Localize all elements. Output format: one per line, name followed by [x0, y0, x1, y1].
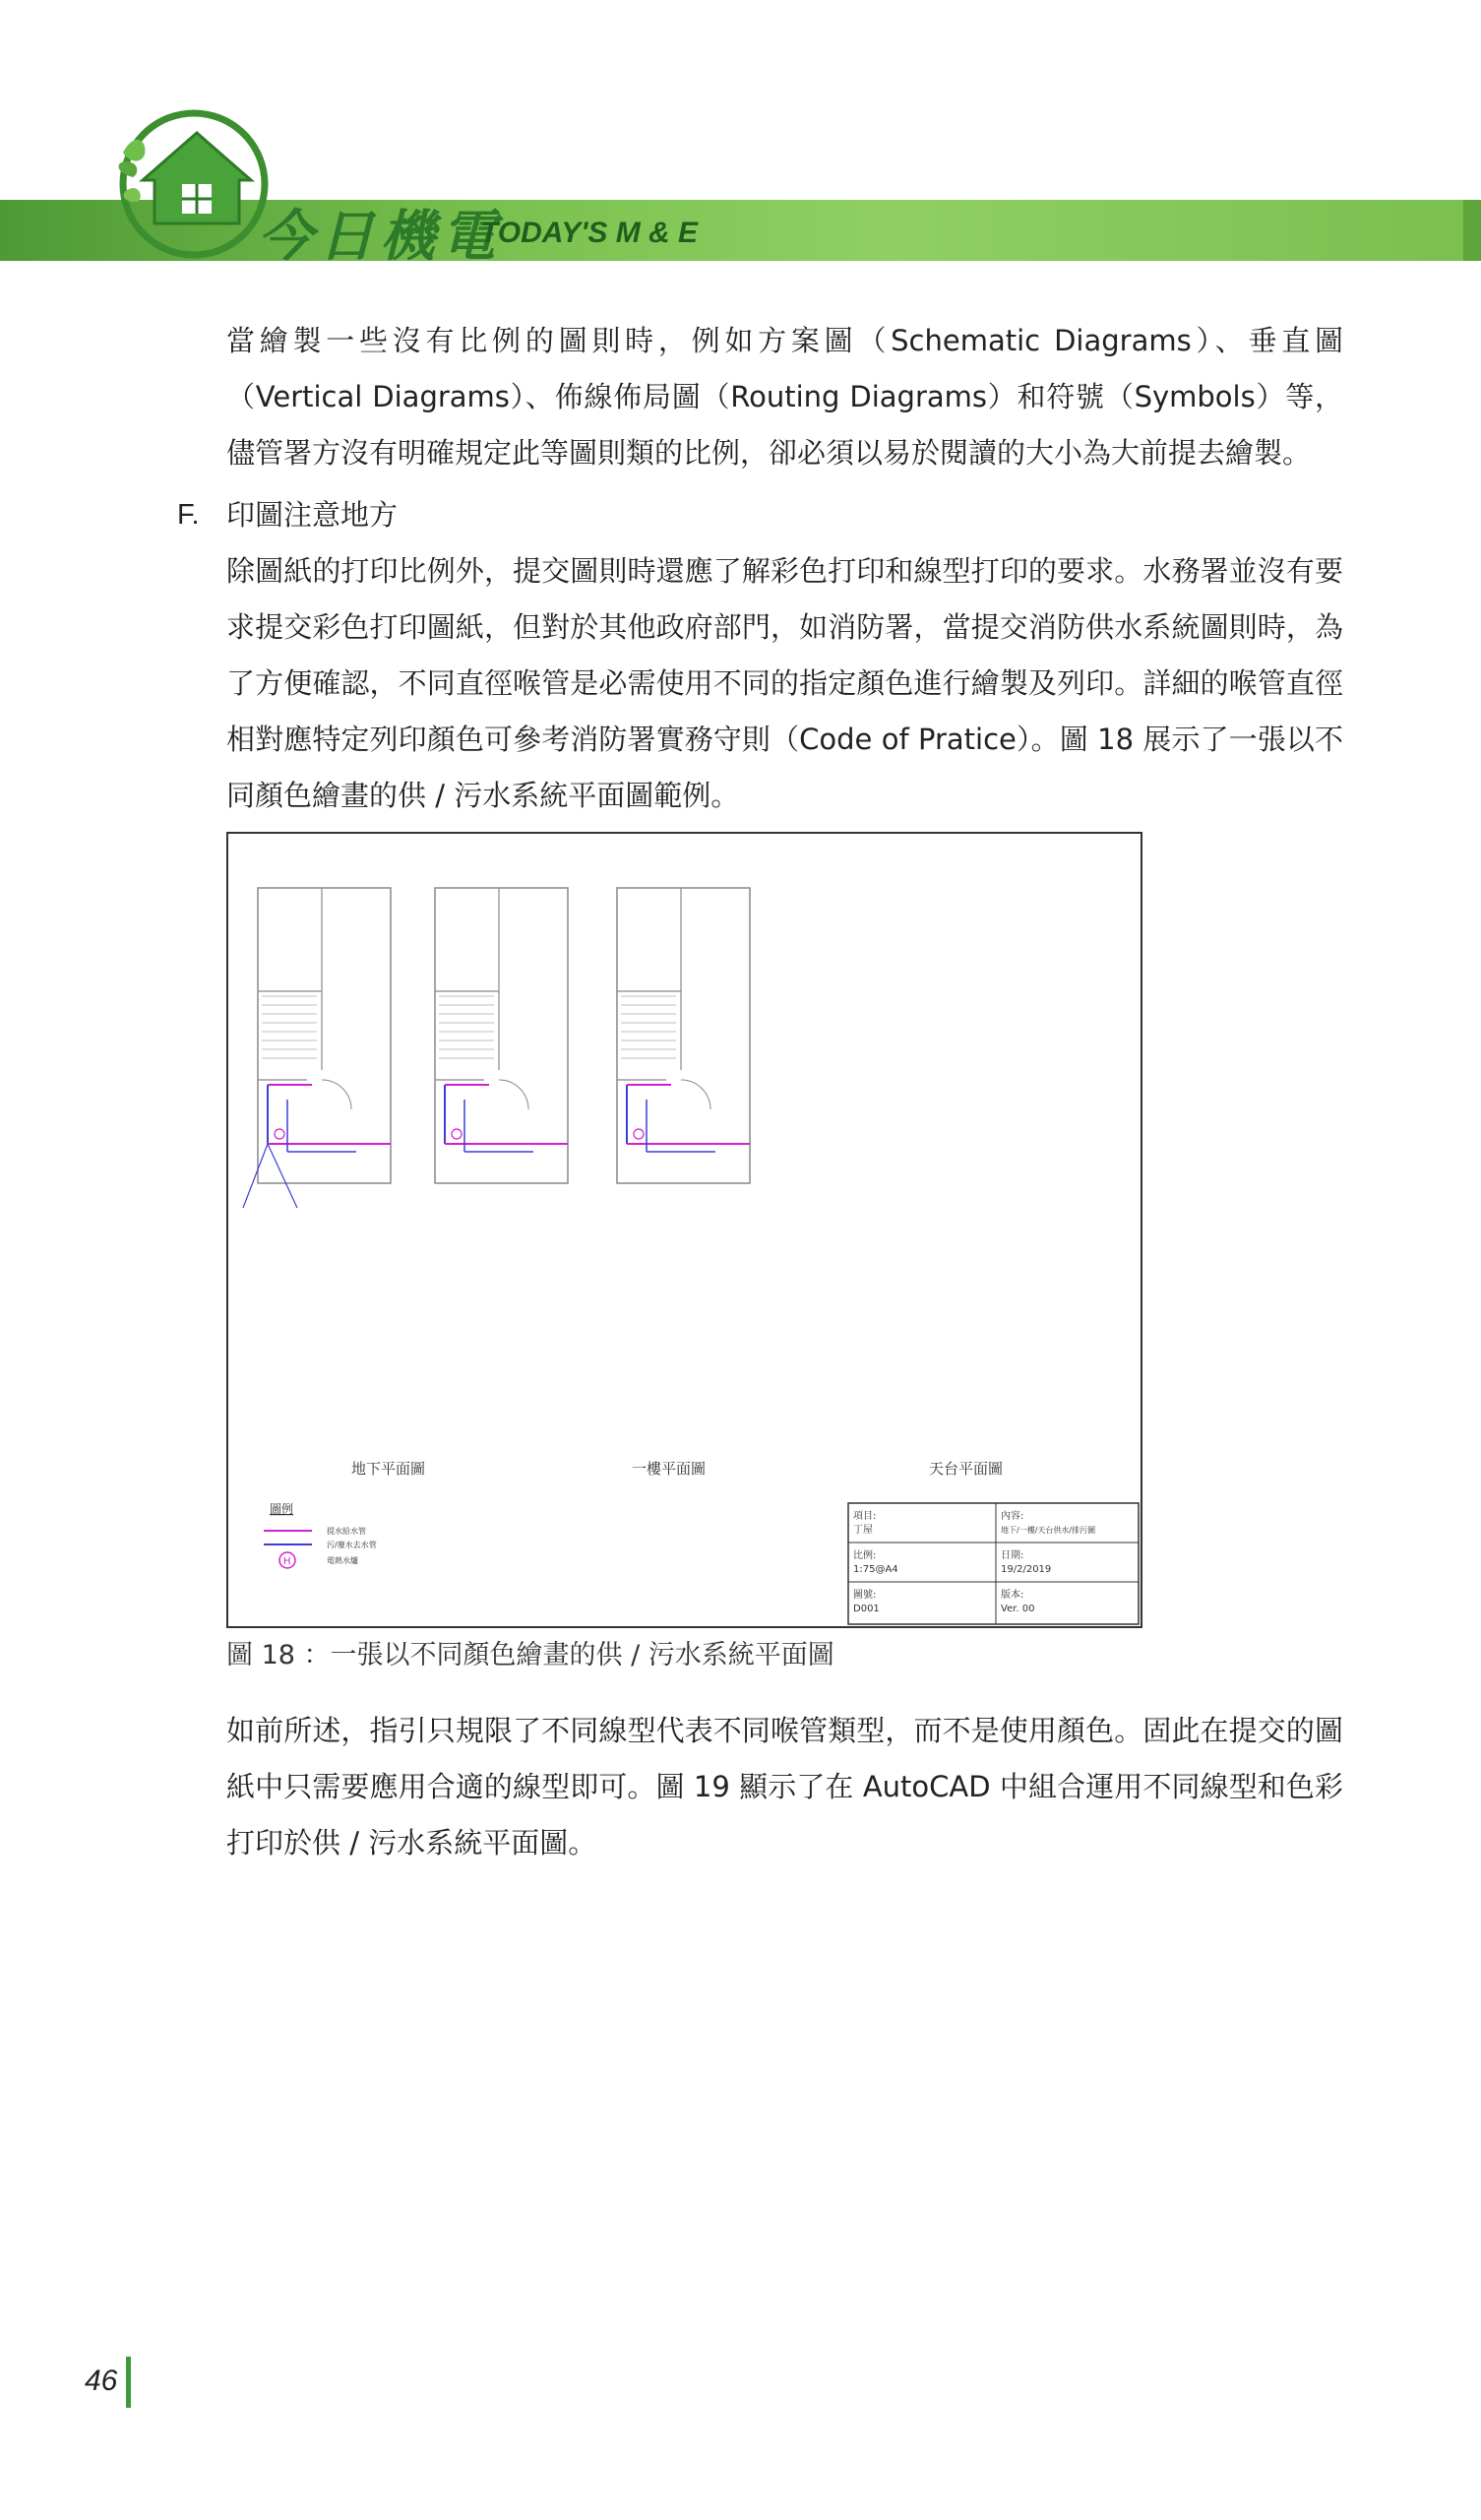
legend-item-drain: 污/廢水去水管	[327, 1541, 377, 1549]
ext-drain-line-1	[243, 1144, 268, 1208]
section-title: 印圖注意地方	[226, 498, 399, 532]
heater-mark	[634, 1129, 644, 1139]
tb-date-label: 日期:	[1001, 1550, 1024, 1561]
tb-content-value: 地下/一樓/天台供水/排污圖	[1001, 1526, 1096, 1535]
tb-version-value: Ver. 00	[1001, 1604, 1035, 1614]
paragraph-print-requirements: 除圖紙的打印比例外，提交圖則時還應了解彩色打印和線型打印的要求。水務署並沒有要求提交彩色打印圖紙，但對於其他政府部門，如消防署，當提交消防供水系統圖則時，為了方便確認，不同直徑喉管是必需使用不同的指定顏色進行繪製及列印。詳細的喉管直徑相對應特定列印顏色可參考消防署實務守則（Code of Pratice）。圖 18 展示了一張以不同顏色繪畫的供 / 污水系統平面圖範例。	[226, 554, 1343, 812]
tb-project-value: 丁屋	[853, 1525, 873, 1536]
plan-title-first: 一樓平面圖	[632, 1460, 707, 1478]
tb-date-value: 19/2/2019	[1001, 1564, 1052, 1575]
brand-chinese-title: 今日機電	[258, 205, 502, 269]
page-number-bar	[126, 2357, 131, 2408]
legend-item-heater: 電熱水爐	[327, 1556, 358, 1565]
ext-drain-line-2	[268, 1144, 297, 1208]
tb-version-label: 版本:	[1001, 1590, 1024, 1601]
heater-mark	[452, 1129, 462, 1139]
header-band-edge	[1463, 200, 1481, 261]
heater-mark	[275, 1129, 284, 1139]
plan-title-ground: 地下平面圖	[351, 1460, 426, 1478]
tb-content-label: 內容:	[1001, 1511, 1024, 1522]
door-swing	[681, 1080, 710, 1109]
brand-english-title: TODAY'S M & E	[480, 217, 699, 249]
floor-plans	[243, 888, 750, 1208]
tb-drawing-label: 圖號:	[853, 1590, 877, 1601]
paragraph-scale-note: 當繪製一些沒有比例的圖則時，例如方案圖（Schematic Diagrams）、垂直圖（Vertical Diagrams）、佈線佈局圖（Routing Diagrams）和符號（Symbols）等，儘管署方沒有明確規定此等圖則類的比例，卻必須以易於閱讀的大小為大前提去繪製。	[226, 324, 1343, 470]
house-leaf-logo-icon	[103, 94, 276, 266]
tb-scale-value: 1:75@A4	[853, 1564, 898, 1575]
tb-scale-label: 比例:	[853, 1550, 877, 1561]
door-swing	[499, 1080, 528, 1109]
paragraph-linetype-note: 如前所述，指引只規限了不同線型代表不同喉管類型，而不是使用顏色。固此在提交的圖紙中只需要應用合適的線型即可。圖 19 顯示了在 AutoCAD 中組合運用不同線型和色彩打印於供 / 污水系統平面圖。	[226, 1714, 1343, 1859]
door-swing	[322, 1080, 351, 1109]
figure-caption: 圖 18 ：一張以不同顏色繪畫的供 / 污水系統平面圖	[226, 1640, 834, 1670]
page-number: 46	[85, 2364, 118, 2397]
legend-title: 圖例	[270, 1502, 294, 1516]
legend	[264, 1501, 377, 1568]
plan-title-roof: 天台平面圖	[929, 1460, 1004, 1478]
floor-plans-svg	[228, 834, 1141, 1626]
legend-item-supply: 提水給水管	[327, 1527, 366, 1536]
tb-drawing-value: D001	[853, 1604, 880, 1614]
figure-plan-drawing	[226, 832, 1142, 1628]
section-label: F.	[177, 499, 200, 531]
heater-symbol-letter: H	[283, 1556, 291, 1567]
title-block	[848, 1503, 1139, 1624]
tb-project-label: 項目:	[853, 1511, 877, 1522]
